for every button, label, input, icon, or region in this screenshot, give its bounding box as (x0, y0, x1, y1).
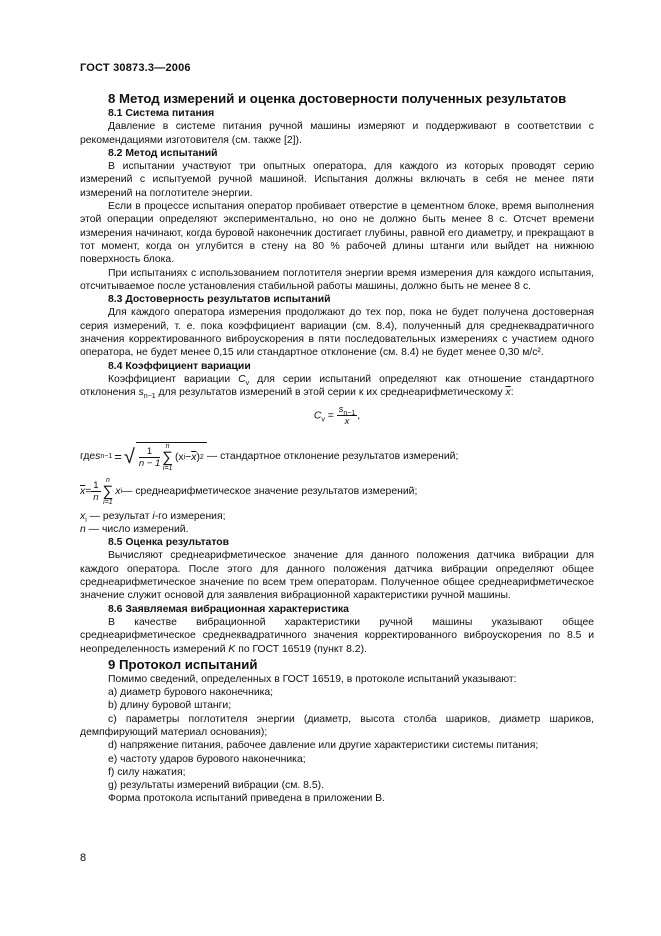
subsection-8-2-paragraph-3: При испытаниях с использованием поглотителя энергии время измерения для каждого испытания, отсчитываемое после установления стабильной работы машины, должно быть не менее 8 с. (80, 267, 594, 292)
document-body (80, 90, 594, 806)
subsection-8-5-heading: 8.5 Оценка результатов (108, 537, 230, 549)
subsection-8-2-paragraph-2: Если в процессе испытания оператор пробивает отверстие в цементном блоке, время выполнения этой операции определяют экспериментально, но оно не должно быть менее 8 с. Отсчет времени измерения начинают, когда буровой наконечник достигает глубины, равной его диаметру, и прекращают в тот момент, когда он углубится в стену на 80 % рабочей длины штанги или выйдет на нижнюю поверхность блока. (80, 201, 594, 266)
std-deviation-formula: где s n−1 = √ $\frac{1}{n - 1}$ n ∑ i=1 (x i − $\overline{x}$ ) 2 — стандартное отклонение результатов измерений; (80, 442, 459, 472)
subsection-8-6-heading: 8.6 Заявляемая вибрационная характеристика (108, 603, 349, 615)
mean-formula: $\overline{x}$ = $\frac{1}{n}$ n ∑ i=1 x i — среднеарифметическое значение результатов измерений; (80, 476, 418, 506)
list-item: g) результаты измерений вибрации (см. 8.5). (108, 780, 324, 792)
xi-definition: $x_i$ — результат i-го измерения; (80, 510, 226, 524)
subsection-8-2-paragraph-1: В испытании участвуют три опытных оператора, для каждого из которых проводят серию измерений с испытуемой ручной машиной. Испытания должны включать в себя не менее пяти измерений на поглотителе энергии. (80, 161, 594, 199)
subsection-8-2-heading: 8.2 Метод испытаний (108, 147, 218, 159)
section-9-title: 9 Протокол испытаний (108, 656, 258, 672)
subsection-8-1-heading: 8.1 Система питания (108, 108, 215, 119)
subsection-8-3-text: Для каждого оператора измерения продолжают до тех пор, пока не будет получена достоверная серия измерений, т. е. пока коэффициент вариации (см. 8.4), полученный для среднеквадратичного значения корректированного виброускорения в пяти последовательных измерениях с участием одного оператора, не будет менее 0,15 или стандартное отклонение (см. 8.4) не будет менее 0,30 м/с². (80, 307, 594, 359)
subsection-8-4-text: Коэффициент вариации $C_v$ для серии испытаний определяют как отношение стандартного отклонения $s_{n-1}$ для результатов измерений в этой серии к их среднеарифметическому $\overline{x}$: (80, 373, 594, 401)
report-items-list (80, 686, 594, 792)
page-number: 8 (80, 852, 87, 864)
n-definition: n — число измерений. (80, 523, 189, 535)
list-item: b) длину буровой штанги; (108, 700, 232, 712)
sum-symbol: n ∑ i=1 (102, 476, 114, 506)
formula-definitions (80, 442, 594, 537)
subsection-8-1-text: Давление в системе питания ручной машины измеряют и поддерживают в соответствии с рекомендациями изготовителя (см. также [2]). (80, 121, 594, 146)
list-item: f) силу нажатия; (108, 766, 186, 778)
list-item: e) частоту ударов бурового наконечника; (108, 753, 306, 765)
document-header: ГОСТ 30873.3—2006 (80, 62, 191, 74)
list-item: c) параметры поглотителя энергии (диаметр, высота столба шариков, диаметр шариков, демпфирующий материал основания); (80, 713, 594, 738)
sum-symbol: n ∑ i=1 (162, 442, 173, 472)
subsection-8-3-heading: 8.3 Достоверность результатов испытаний (108, 294, 331, 306)
section-8-title: 8 Метод измерений и оценка достоверности полученных результатов (108, 91, 567, 106)
subsection-8-5-text: Вычисляют среднеарифметическое значение для данного положения датчика вибрации для каждого оператора. После этого для данного положения датчика вибрации определяют общее среднеарифметическое значение по всем трем операторам. Полученное общее среднеарифметическое значение служит основой для заявления вибрационной характеристики ручной машины. (80, 550, 594, 602)
list-item: a) диаметр бурового наконечника; (108, 687, 274, 699)
coefficient-of-variation-formula: $C_v$ = $\frac{s_{n-1}}{x}$ , (313, 403, 361, 427)
list-item: d) напряжение питания, рабочее давление или другие характеристики системы питания; (108, 740, 539, 752)
subsection-8-6-text: В качестве вибрационной характеристики ручной машины указывают общее среднеарифметическое среднеквадратичного значения корректированного виброускорения по 8.5 и неопределенность измерений K по ГОСТ 16519 (пункт 8.2). (80, 616, 594, 655)
section-9-intro: Помимо сведений, определенных в ГОСТ 16519, в протоколе испытаний указывают: (108, 673, 517, 685)
subsection-8-4-heading: 8.4 Коэффициент вариации (108, 360, 251, 372)
section-9-outro: Форма протокола испытаний приведена в приложении В. (108, 793, 385, 805)
